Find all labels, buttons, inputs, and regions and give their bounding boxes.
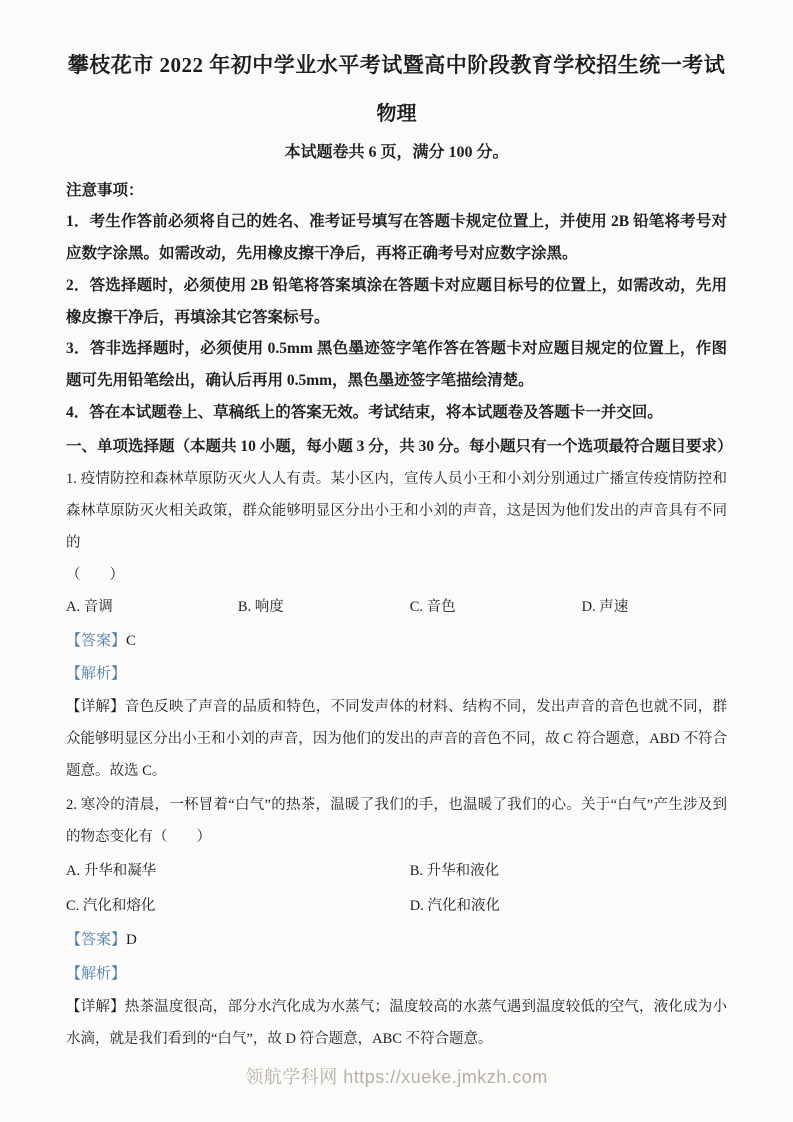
question-2-option-b: B. 升华和液化	[409, 862, 500, 879]
question-1-stem: 1. 疫情防控和森林草原防灭火人人有责。某小区内，宣传人员小王和小刘分别通过广播宣传疫情防控和森林草原防灭火相关政策，群众能够明显区分出小王和小刘的声音，这是因为他们发出的声音具有不同的	[66, 471, 727, 552]
question-2	[66, 790, 727, 1056]
question-2-option-a: A. 升华和凝华	[66, 862, 157, 879]
question-1-option-d: D. 声速	[581, 598, 629, 615]
question-2-option-c: C. 汽化和熔化	[66, 897, 156, 914]
exam-meta: 本试题卷共 6 页，满分 100 分。	[284, 143, 509, 161]
exam-title: 攀枝花市 2022 年初中学业水平考试暨高中阶段教育学校招生统一考试	[67, 53, 726, 77]
question-1-answer-value: C	[126, 632, 137, 649]
question-2-stem: 2. 寒冷的清晨，一杯冒着“白气”的热茶，温暖了我们的手，也温暖了我们的心。关于“白气”产生涉及到的物态变化有（ ）	[66, 797, 727, 845]
notices-heading: 注意事项：	[66, 182, 144, 200]
notice-item-1: 1．考生作答前必须将自己的姓名、准考证号填写在答题卡规定位置上，并使用 2B 铅笔将考号对应数字涂黑。如需改动，先用橡皮擦干净后，再将正确考号对应数字涂黑。	[66, 213, 727, 263]
question-1-option-a: A. 音调	[66, 598, 113, 615]
question-2-answer-value: D	[126, 932, 137, 949]
answer-label: 【答案】	[66, 932, 127, 949]
question-1-analysis-line	[66, 658, 727, 690]
question-2-detail: 【详解】热茶温度很高，部分水汽化成为水蒸气；温度较高的水蒸气遇到温度较低的空气，液化成为小水滴，就是我们看到的“白气”，故 D 符合题意，ABC 不符合题意。	[66, 998, 727, 1047]
question-2-option-d: D. 汽化和液化	[409, 897, 500, 914]
answer-label: 【答案】	[66, 632, 127, 649]
question-1-answer-bracket: （ ）	[66, 567, 124, 584]
question-1-detail: 【详解】音色反映了声音的品质和特色，不同发声体的材料、结构不同，发出声音的音色也就不同，群众能够明显区分出小王和小刘的声音，因为他们的发出的声音的音色不同，故 C 符合题意，ABD 不符合题意。故选 C。	[66, 699, 727, 780]
question-2-options	[66, 854, 727, 924]
notice-item-2: 2．答选择题时，必须使用 2B 铅笔将答案填涂在答题卡对应题目标号的位置上，如需改动，先用橡皮擦干净后，再填涂其它答案标号。	[66, 276, 727, 326]
exam-subject: 物理	[376, 102, 417, 125]
question-1	[66, 464, 727, 788]
question-1-answer-line	[66, 625, 727, 657]
notice-item-4: 4．答在本试题卷上、草稿纸上的答案无效。考试结束，将本试题卷及答题卡一并交回。	[66, 403, 663, 421]
question-1-option-b: B. 响度	[237, 598, 284, 615]
analysis-label: 【解析】	[66, 666, 127, 683]
section-heading: 一、单项选择题（本题共 10 小题，每小题 3 分，共 30 分。每小题只有一个选项最符合题目要求）	[66, 437, 733, 455]
question-2-analysis-line	[66, 958, 727, 990]
question-1-option-c: C. 音色	[409, 598, 456, 615]
question-1-options	[66, 592, 727, 624]
site-watermark: 领航学科网 https://xueke.jmkzh.com	[245, 1067, 548, 1087]
question-2-answer-line	[66, 924, 727, 956]
notice-item-3: 3．答非选择题时，必须使用 0.5mm 黑色墨迹签字笔作答在答题卡对应题目规定的位置上，作图题可先用铅笔绘出，确认后再用 0.5mm，黑色墨迹签字笔描绘清楚。	[66, 340, 727, 390]
analysis-label: 【解析】	[66, 965, 127, 982]
